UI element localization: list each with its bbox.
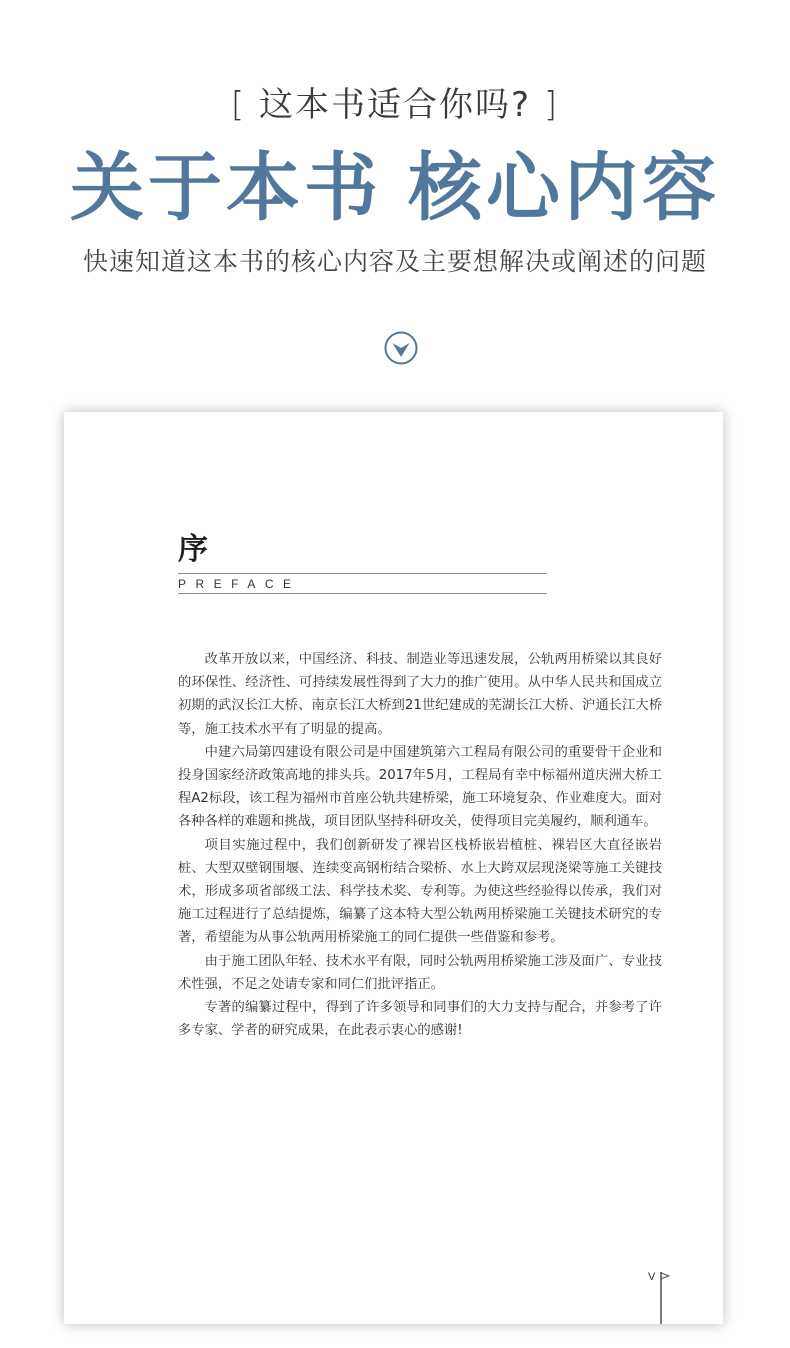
header-title: [0, 140, 790, 236]
divider-bottom: [178, 593, 547, 594]
book-page: [64, 412, 723, 1324]
paragraph: 改革开放以来，中国经济、科技、制造业等迅速发展，公轨两用桥梁以其良好的环保性、经济性、可持续发展性得到了大力的推广使用。从中华人民共和国成立初期的武汉长江大桥、南京长江大桥到21世纪建成的芜湖长江大桥、沪通长江大桥等，施工技术水平有了明显的提高。: [178, 652, 662, 737]
title-part-2: 核心内容: [408, 145, 720, 231]
question-text: 这本书适合你吗?: [258, 85, 532, 125]
divider-top: [178, 573, 547, 574]
preface-title-en: PREFACE: [178, 577, 301, 591]
header-question: [0, 80, 790, 130]
preface-body: [178, 648, 662, 1042]
chevron-down-circle-icon[interactable]: [384, 331, 418, 365]
title-part-1: 关于本书: [70, 145, 382, 231]
paragraph: 中建六局第四建设有限公司是中国建筑第六工程局有限公司的重要骨干企业和投身国家经济政策高地的排头兵。2017年5月，工程局有幸中标福州道庆洲大桥工程A2标段，该工程为福州市首座公轨共建桥梁，施工环境复杂、作业难度大。面对各种各样的难题和挑战，项目团队坚持科研攻关，使得项目完美履约，顺利通车。: [178, 744, 662, 830]
flag-icon: [660, 1272, 672, 1324]
page-number: V: [648, 1271, 656, 1283]
preface-title: 序: [178, 532, 208, 567]
open-bracket: [: [230, 85, 247, 125]
paragraph: 项目实施过程中，我们创新研发了裸岩区栈桥嵌岩植桩、裸岩区大直径嵌岩桩、大型双壁钢围堰、连续变高钢桁结合梁桥、水上大跨双层现浇梁等施工关键技术，形成多项省部级工法、科学技术奖、专利等。为使这些经验得以传承，我们对施工过程进行了总结提炼，编纂了这本特大型公轨两用桥梁施工关键技术研究的专著，希望能为从事公轨两用桥梁施工的同仁提供一些借鉴和参考。: [178, 837, 662, 946]
paragraph: 由于施工团队年轻、技术水平有限，同时公轨两用桥梁施工涉及面广、专业技术性强，不足之处请专家和同仁们批评指正。: [178, 953, 662, 992]
paragraph: 专著的编纂过程中，得到了许多领导和同事们的大力支持与配合，并参考了许多专家、学者的研究成果，在此表示衷心的感谢!: [178, 1000, 662, 1039]
close-bracket: ]: [543, 85, 560, 125]
header-subtitle: 快速知道这本书的核心内容及主要想解决或阐述的问题: [82, 247, 707, 276]
